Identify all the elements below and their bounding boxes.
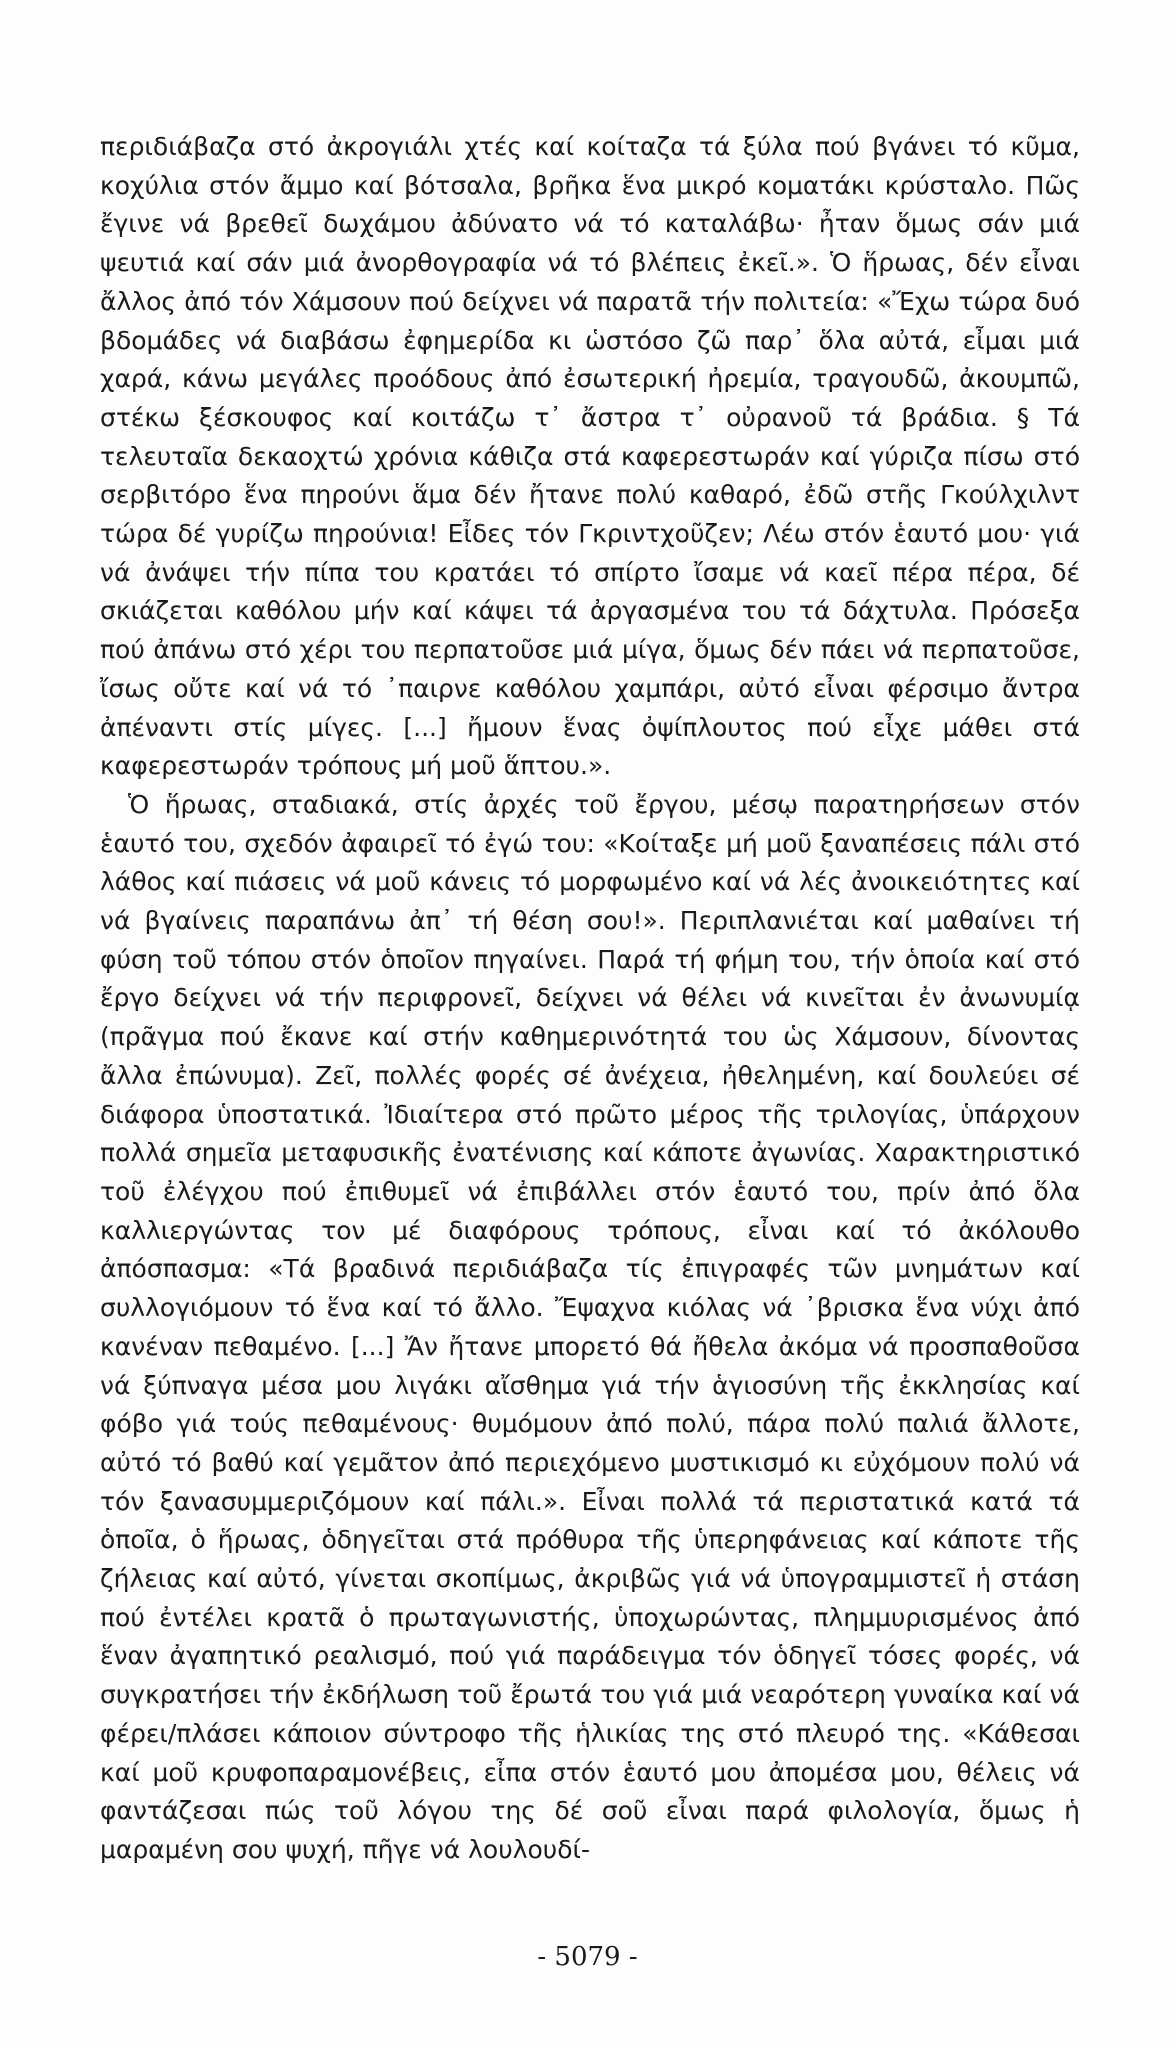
- body-text: [100, 128, 1080, 1870]
- paragraph-continuation: περιδιάβαζα στό ἀκρογιάλι χτές καί κοίταζα τά ξύλα πού βγάνει τό κῦμα, κοχύλια στόν ἄμμο καί βότσαλα, βρῆκα ἕνα μικρό κοματάκι κρύσταλο. Πῶς ἔγινε νά βρεθεῖ δωχάμου ἀδύνατο νά τό καταλάβω· ἦταν ὅμως σάν μιά ψευτιά καί σάν μιά ἀνορθογραφία νά τό βλέπεις ἐκεῖ.». Ὁ ἥρωας, δέν εἶναι ἄλλος ἀπό τόν Χάμσουν πού δείχνει νά παρατᾶ τήν πολιτεία: «Ἔχω τώρα δυό βδομάδες νά διαβάσω ἐφημερίδα κι ὡστόσο ζῶ παρ᾽ ὅλα αὐτά, εἶμαι μιά χαρά, κάνω μεγάλες προόδους ἀπό ἐσωτερική ἠρεμία, τραγουδῶ, ἀκουμπῶ, στέκω ξέσκουφος καί κοιτάζω τ᾽ ἄστρα τ᾽ οὐρανοῦ τά βράδια. § Τά τελευταῖα δεκαοχτώ χρόνια κάθιζα στά καφερεστωράν καί γύριζα πίσω στό σερβιτόρο ἕνα πηρούνι ἅμα δέν ἤτανε πολύ καθαρό, ἐδῶ στῆς Γκούλχιλντ τώρα δέ γυρίζω πηρούνια! Εἶδες τόν Γκριντχοῦζεν; Λέω στόν ἑαυτό μου· γιά νά ἀνάψει τήν πίπα του κρατάει τό σπίρτο ἴσαμε νά καεῖ πέρα πέρα, δέ σκιάζεται καθόλου μήν καί κάψει τά ἀργασμένα του τά δάχτυλα. Πρόσεξα πού ἀπάνω στό χέρι του περπατοῦσε μιά μίγα, ὅμως δέν πάει νά περπατοῦσε, ἴσως οὔτε καί νά τό ᾽παιρνε καθόλου χαμπάρι, αὐτό εἶναι φέρσιμο ἄντρα ἀπέναντι στίς μίγες. [...] ἤμουν ἕνας ὀψίπλουτος πού εἶχε μάθει στά καφερεστωράν τρόπους μή μοῦ ἅπτου.».: [100, 132, 1080, 781]
- page-number: - 5079 -: [537, 1942, 638, 1972]
- paragraph: Ὁ ἥρωας, σταδιακά, στίς ἀρχές τοῦ ἔργου, μέσῳ παρατηρήσεων στόν ἑαυτό του, σχεδόν ἀφαιρεῖ τό ἐγώ του: «Κοίταξε μή μοῦ ξαναπέσεις πάλι στό λάθος καί πιάσεις νά μοῦ κάνεις τό μορφωμένο καί νά λές ἀνοικειότητες καί νά βγαίνεις παραπάνω ἀπ᾽ τή θέση σου!». Περιπλανιέται καί μαθαίνει τή φύση τοῦ τόπου στόν ὁποῖον πηγαίνει. Παρά τή φήμη του, τήν ὁποία καί στό ἔργο δείχνει νά τήν περιφρονεῖ, δείχνει νά θέλει νά κινεῖται ἐν ἀνωνυμίᾳ (πρᾶγμα πού ἔκανε καί στήν καθημερινότητά του ὡς Χάμσουν, δίνοντας ἄλλα ἐπώνυμα). Ζεῖ, πολλές φορές σέ ἀνέχεια, ἠθελημένη, καί δουλεύει σέ διάφορα ὑποστατικά. Ἰδιαίτερα στό πρῶτο μέρος τῆς τριλογίας, ὑπάρχουν πολλά σημεῖα μεταφυσικῆς ἐνατένισης καί κάποτε ἀγωνίας. Χαρακτηριστικό τοῦ ἐλέγχου πού ἐπιθυμεῖ νά ἐπιβάλλει στόν ἑαυτό του, πρίν ἀπό ὅλα καλλιεργώντας τον μέ διαφόρους τρόπους, εἶναι καί τό ἀκόλουθο ἀπόσπασμα: «Τά βραδινά περιδιάβαζα τίς ἐπιγραφές τῶν μνημάτων καί συλλογιόμουν τό ἕνα καί τό ἄλλο. Ἔψαχνα κιόλας νά ᾽βρισκα ἕνα νύχι ἀπό κανέναν πεθαμένο. [...] Ἄν ἤτανε μπορετό θά ἤθελα ἀκόμα νά προσπαθοῦσα νά ξύπναγα μέσα μου λιγάκι αἴσθημα γιά τήν ἁγιοσύνη τῆς ἐκκλησίας καί φόβο γιά τούς πεθαμένους· θυμόμουν ἀπό πολύ, πάρα πολύ παλιά ἄλλοτε, αὐτό τό βαθύ καί γεμᾶτον ἀπό περιεχόμενο μυστικισμό κι εὐχόμουν πολύ νά τόν ξανασυμμεριζόμουν καί πάλι.». Εἶναι πολλά τά περιστατικά κατά τά ὁποῖα, ὁ ἥρωας, ὁδηγεῖται στά πρόθυρα τῆς ὑπερηφάνειας καί κάποτε τῆς ζήλειας καί αὐτό, γίνεται σκοπίμως, ἀκριβῶς γιά νά ὑπογραμμιστεῖ ἡ στάση πού ἐντέλει κρατᾶ ὁ πρωταγωνιστής, ὑποχωρώντας, πλημμυρισμένος ἀπό ἕναν ἀγαπητικό ρεαλισμό, πού γιά παράδειγμα τόν ὁδηγεῖ τόσες φορές, νά συγκρατήσει τήν ἐκδήλωση τοῦ ἔρωτά του γιά μιά νεαρότερη γυναίκα καί νά φέρει/πλάσει κάποιον σύντροφο τῆς ἡλικίας της στό πλευρό της. «Κάθεσαι καί μοῦ κρυφοπαραμονέβεις, εἶπα στόν ἑαυτό μου ἀπομέσα μου, θέλεις νά φαντάζεσαι πώς τοῦ λόγου της δέ σοῦ εἶναι παρά φιλολογία, ὅμως ἡ μαραμένη σου ψυχή, πῆγε νά λουλουδί-: [100, 789, 1080, 1864]
